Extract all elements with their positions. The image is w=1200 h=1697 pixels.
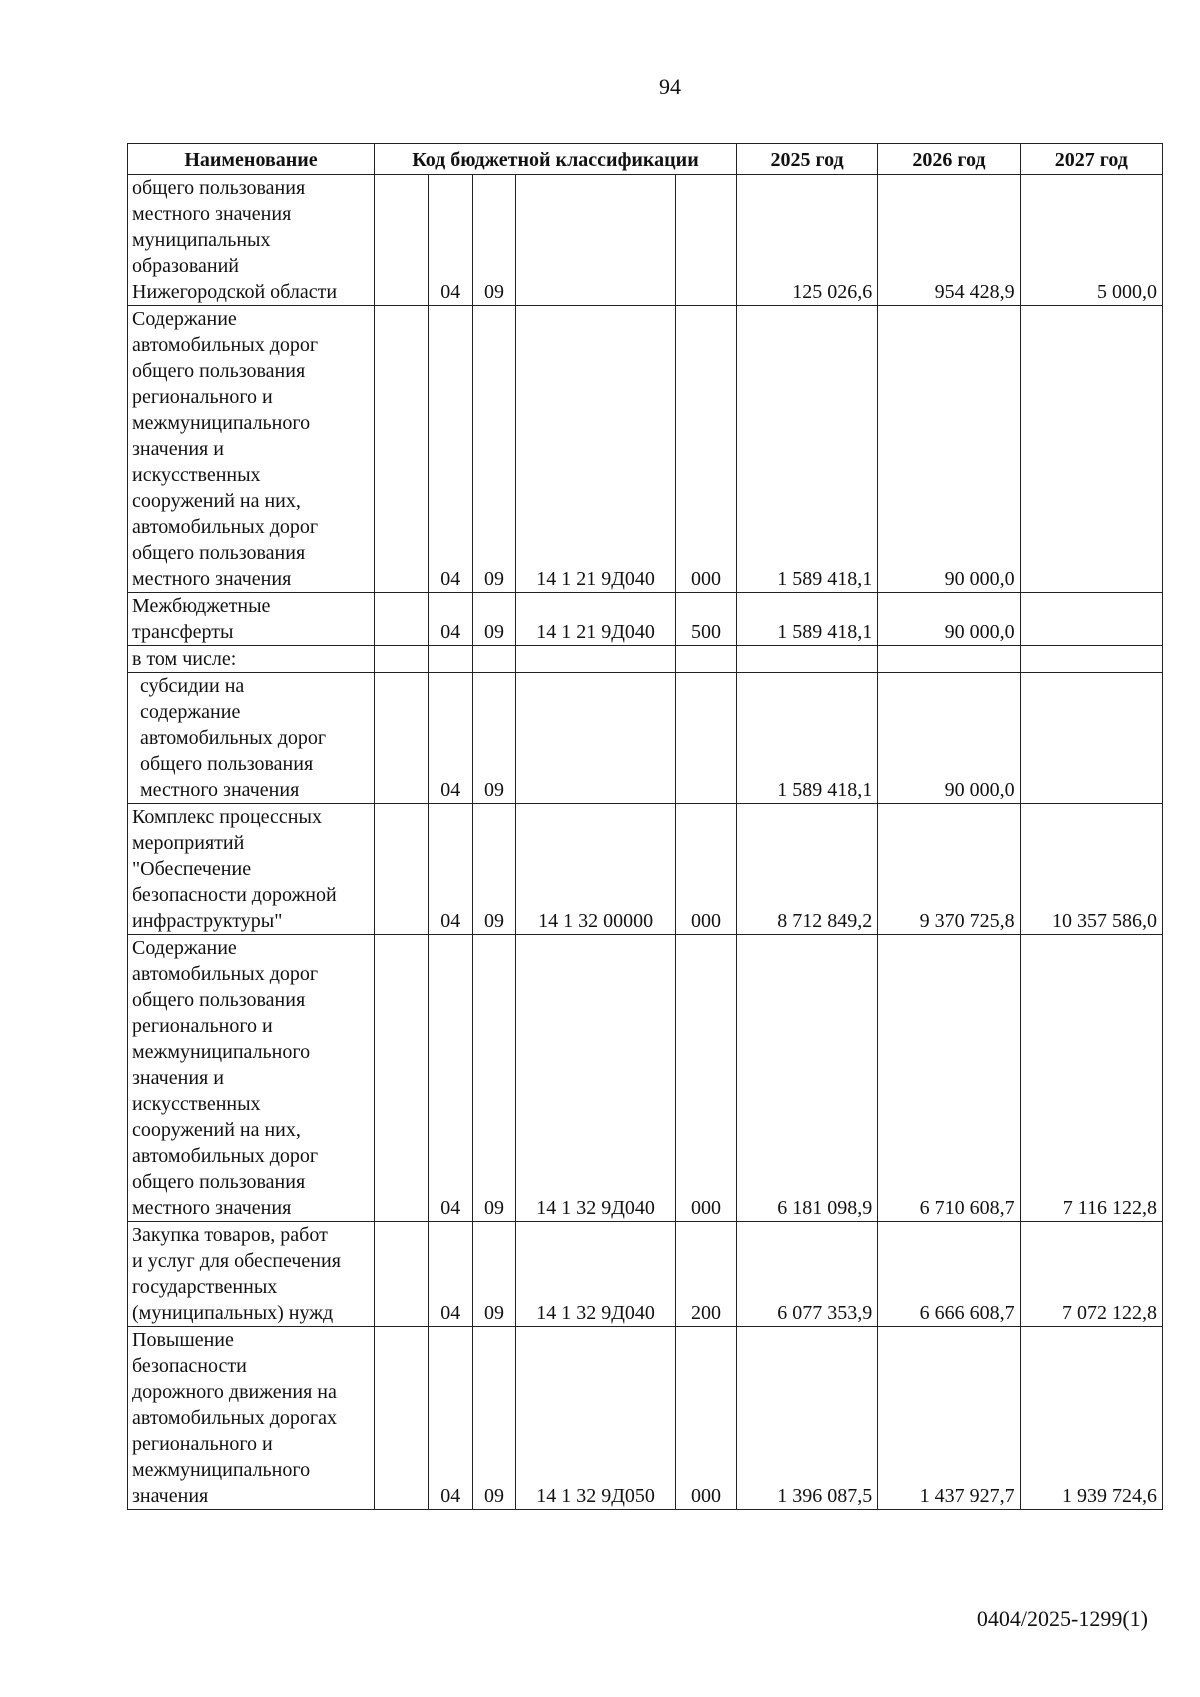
code-section: 04 xyxy=(428,935,472,1222)
amount-2027 xyxy=(1020,673,1162,804)
code-part-1 xyxy=(375,593,429,646)
code-expense-type: 000 xyxy=(675,1327,736,1510)
code-part-1 xyxy=(375,673,429,804)
amount-2025: 8 712 849,2 xyxy=(736,804,877,935)
amount-2027 xyxy=(1020,306,1162,593)
header-2026: 2026 год xyxy=(878,144,1020,175)
row-name: Содержание автомобильных дорог общего пользования регионального и межмуниципального значения и искусственных сооружений на них, автомобильных дорог общего пользования местного значения xyxy=(128,306,375,593)
code-expense-type: 500 xyxy=(675,593,736,646)
row-name: Повышение безопасности дорожного движения на автомобильных дорогах регионального и межмуниципального значения xyxy=(128,1327,375,1510)
table-row xyxy=(128,593,1163,646)
amount-2027 xyxy=(1020,593,1162,646)
table-row xyxy=(128,306,1163,593)
code-expense-type: 000 xyxy=(675,306,736,593)
header-2027: 2027 год xyxy=(1020,144,1162,175)
code-part-1 xyxy=(375,1327,429,1510)
amount-2025: 1 589 418,1 xyxy=(736,593,877,646)
page-number: 94 xyxy=(659,74,681,99)
table-body xyxy=(128,175,1163,1510)
code-section: 04 xyxy=(428,673,472,804)
code-expense-type xyxy=(675,175,736,306)
amount-2026: 954 428,9 xyxy=(878,175,1020,306)
code-subsection: 09 xyxy=(472,673,516,804)
code-section: 04 xyxy=(428,1327,472,1510)
code-target-article: 14 1 32 9Д050 xyxy=(516,1327,676,1510)
amount-2027 xyxy=(1020,646,1162,673)
row-name: субсидии на содержание автомобильных дорог общего пользования местного значения xyxy=(128,673,375,804)
code-subsection: 09 xyxy=(472,1327,516,1510)
table-row xyxy=(128,1222,1163,1327)
amount-2026: 90 000,0 xyxy=(878,306,1020,593)
code-part-1 xyxy=(375,175,429,306)
row-name: Содержание автомобильных дорог общего пользования регионального и межмуниципального значения и искусственных сооружений на них, автомобильных дорог общего пользования местного значения xyxy=(128,935,375,1222)
row-name: общего пользования местного значения муниципальных образований Нижегородской области xyxy=(128,175,375,306)
row-name: в том числе: xyxy=(128,646,375,673)
amount-2025: 1 396 087,5 xyxy=(736,1327,877,1510)
amount-2026: 90 000,0 xyxy=(878,673,1020,804)
code-section: 04 xyxy=(428,175,472,306)
code-part-1 xyxy=(375,646,429,673)
budget-table xyxy=(127,143,1163,1510)
amount-2026 xyxy=(878,646,1020,673)
amount-2027: 7 116 122,8 xyxy=(1020,935,1162,1222)
amount-2025: 125 026,6 xyxy=(736,175,877,306)
header-name: Наименование xyxy=(128,144,375,175)
code-subsection: 09 xyxy=(472,593,516,646)
amount-2025: 1 589 418,1 xyxy=(736,673,877,804)
table-row xyxy=(128,175,1163,306)
table-row xyxy=(128,1327,1163,1510)
table-row xyxy=(128,673,1163,804)
document-code: 0404/2025-1299(1) xyxy=(976,1606,1148,1631)
code-target-article xyxy=(516,175,676,306)
code-target-article: 14 1 32 00000 xyxy=(516,804,676,935)
header-code: Код бюджетной классификации xyxy=(375,144,737,175)
code-part-1 xyxy=(375,804,429,935)
code-part-1 xyxy=(375,306,429,593)
row-name: Закупка товаров, работ и услуг для обеспечения государственных (муниципальных) нужд xyxy=(128,1222,375,1327)
code-section: 04 xyxy=(428,804,472,935)
code-expense-type: 000 xyxy=(675,804,736,935)
code-section: 04 xyxy=(428,593,472,646)
code-part-1 xyxy=(375,935,429,1222)
code-target-article xyxy=(516,646,676,673)
code-subsection: 09 xyxy=(472,306,516,593)
amount-2025: 6 077 353,9 xyxy=(736,1222,877,1327)
amount-2025: 6 181 098,9 xyxy=(736,935,877,1222)
table-header-row xyxy=(128,144,1163,175)
code-section: 04 xyxy=(428,1222,472,1327)
amount-2027: 10 357 586,0 xyxy=(1020,804,1162,935)
code-subsection: 09 xyxy=(472,804,516,935)
amount-2025: 1 589 418,1 xyxy=(736,306,877,593)
table-row xyxy=(128,646,1163,673)
amount-2026: 90 000,0 xyxy=(878,593,1020,646)
code-expense-type: 200 xyxy=(675,1222,736,1327)
code-section xyxy=(428,646,472,673)
code-subsection xyxy=(472,646,516,673)
code-subsection: 09 xyxy=(472,175,516,306)
amount-2025 xyxy=(736,646,877,673)
code-subsection: 09 xyxy=(472,1222,516,1327)
amount-2026: 9 370 725,8 xyxy=(878,804,1020,935)
code-target-article xyxy=(516,673,676,804)
amount-2027: 7 072 122,8 xyxy=(1020,1222,1162,1327)
header-2025: 2025 год xyxy=(736,144,877,175)
row-name: Межбюджетные трансферты xyxy=(128,593,375,646)
amount-2027: 5 000,0 xyxy=(1020,175,1162,306)
code-target-article: 14 1 21 9Д040 xyxy=(516,306,676,593)
table-row xyxy=(128,804,1163,935)
code-section: 04 xyxy=(428,306,472,593)
amount-2026: 1 437 927,7 xyxy=(878,1327,1020,1510)
code-expense-type: 000 xyxy=(675,935,736,1222)
code-expense-type xyxy=(675,646,736,673)
amount-2027: 1 939 724,6 xyxy=(1020,1327,1162,1510)
amount-2026: 6 710 608,7 xyxy=(878,935,1020,1222)
code-part-1 xyxy=(375,1222,429,1327)
amount-2026: 6 666 608,7 xyxy=(878,1222,1020,1327)
code-subsection: 09 xyxy=(472,935,516,1222)
code-target-article: 14 1 21 9Д040 xyxy=(516,593,676,646)
row-name: Комплекс процессных мероприятий "Обеспечение безопасности дорожной инфраструктуры" xyxy=(128,804,375,935)
table-row xyxy=(128,935,1163,1222)
code-target-article: 14 1 32 9Д040 xyxy=(516,1222,676,1327)
code-target-article: 14 1 32 9Д040 xyxy=(516,935,676,1222)
code-expense-type xyxy=(675,673,736,804)
